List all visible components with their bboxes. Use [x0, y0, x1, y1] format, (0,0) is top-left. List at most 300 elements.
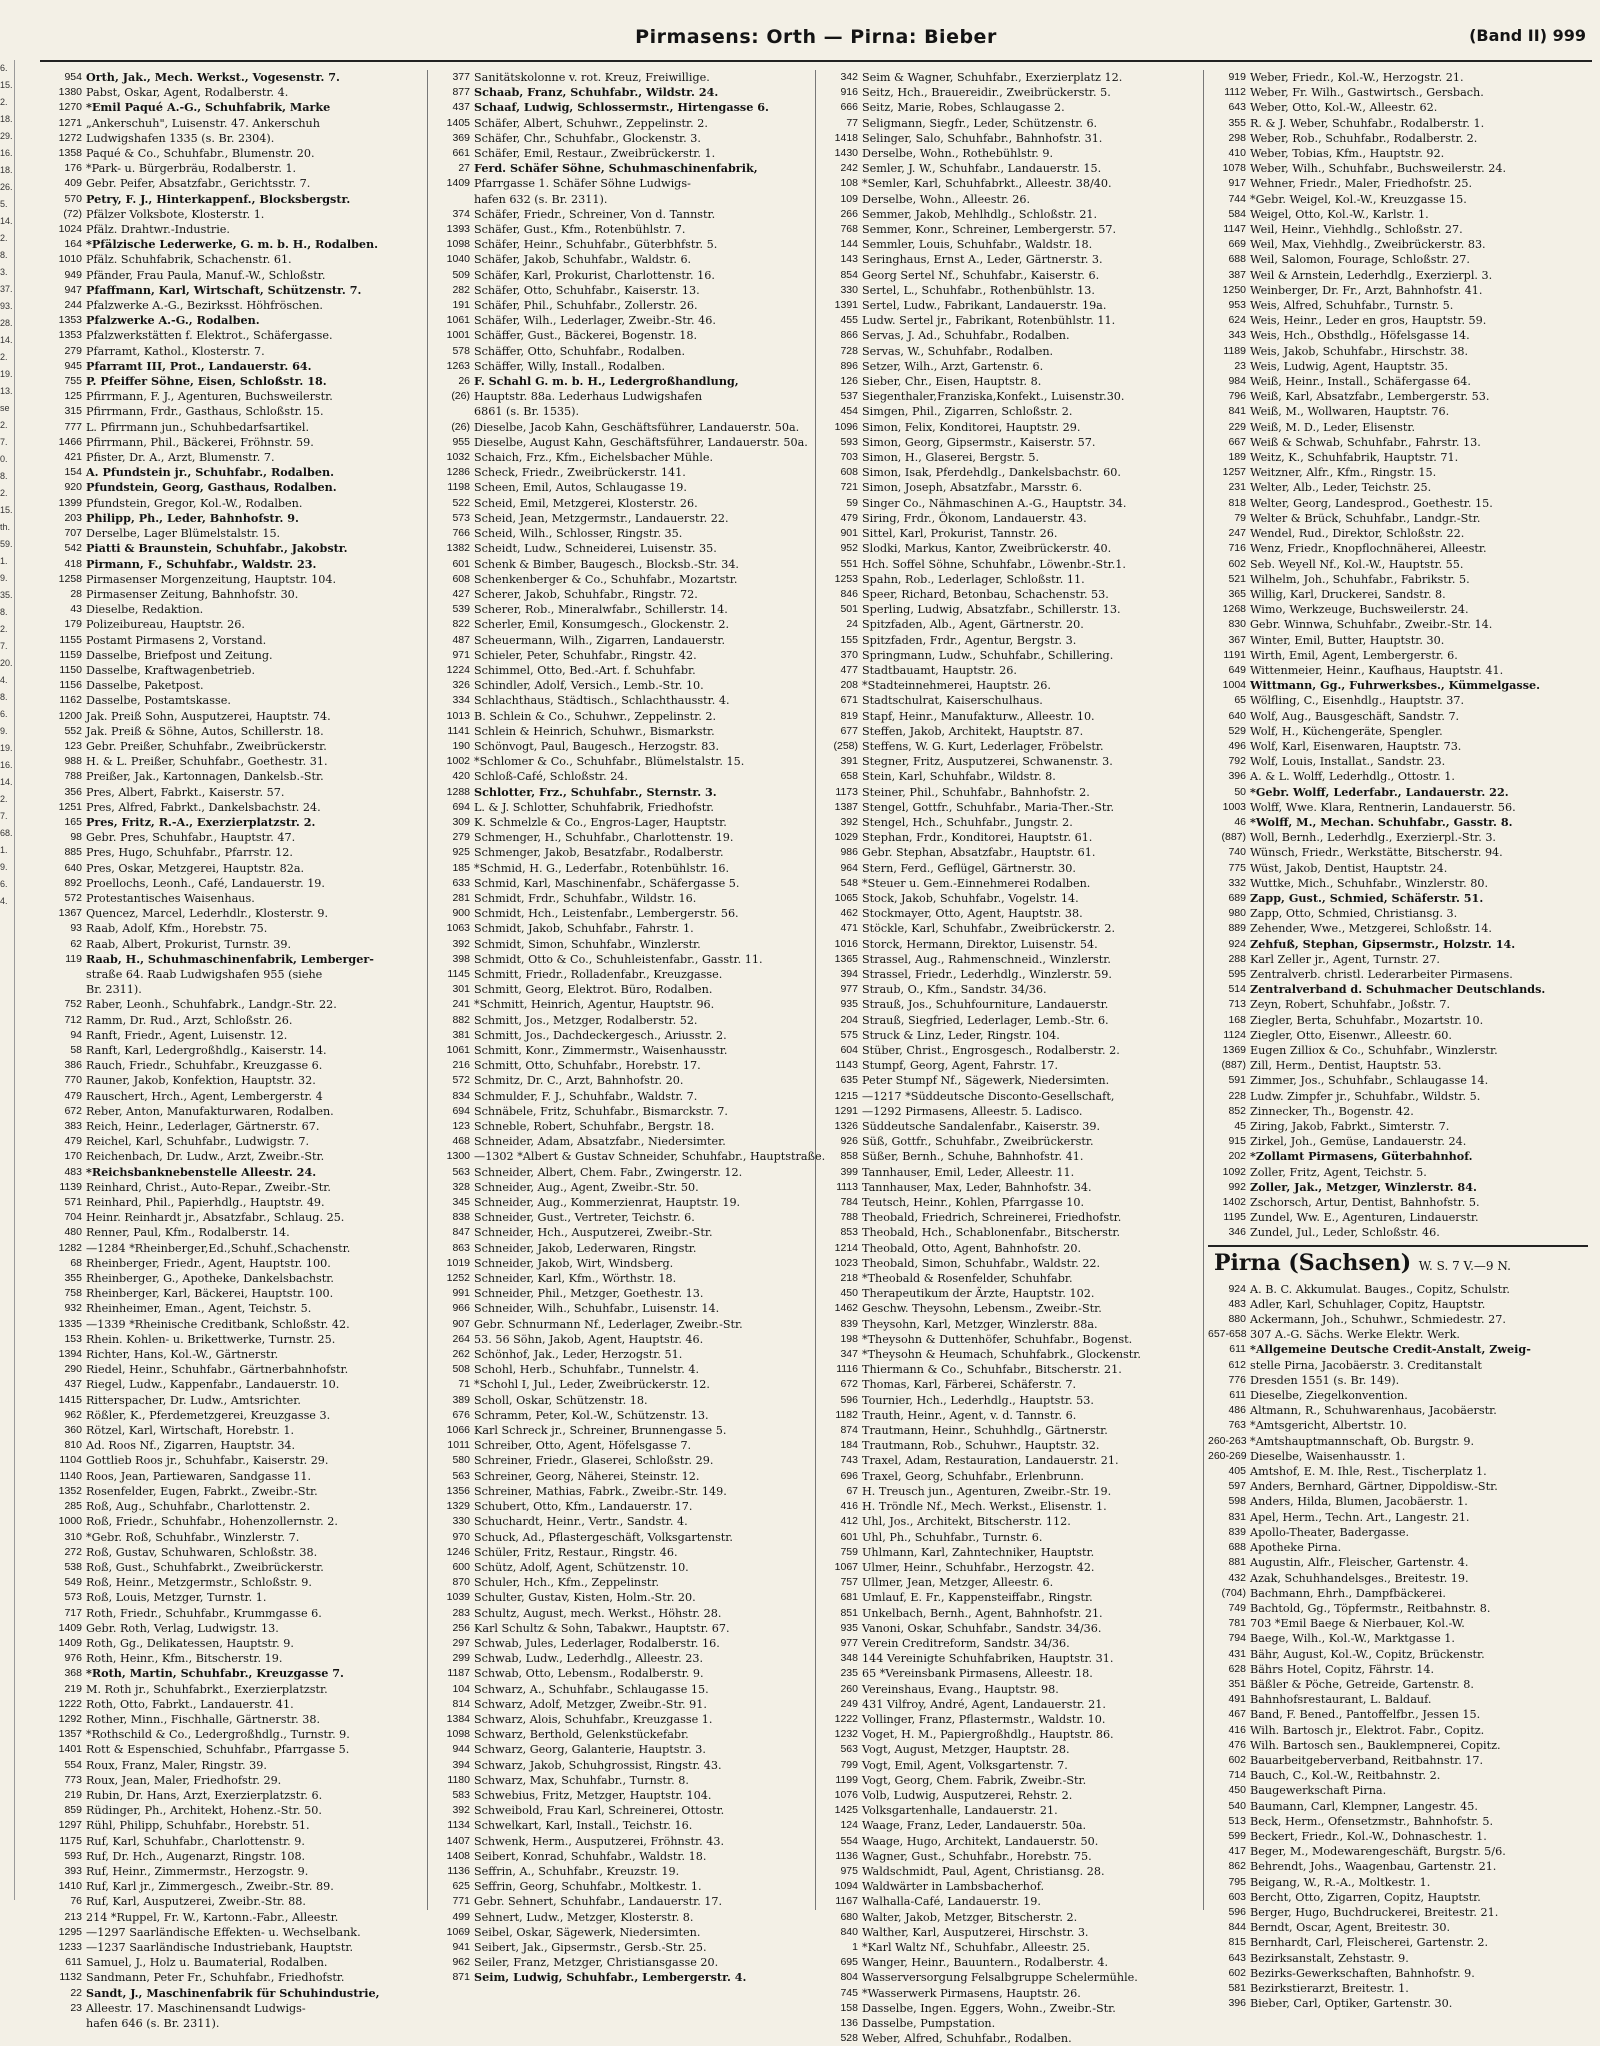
phone-number: 841 — [1228, 405, 1246, 418]
margin-fragment: 19. — [0, 369, 13, 379]
phone-number: 1065 — [834, 891, 858, 904]
phone-number: 1032 — [446, 451, 470, 464]
phone-number: 1356 — [446, 1484, 470, 1497]
entry-text: *Park- u. Bürgerbräu, Rodalberstr. 1. — [86, 162, 297, 176]
entry-text: Wölfling, C., Eisenhdlg., Hauptstr. 37. — [1250, 694, 1465, 708]
directory-entry — [44, 1879, 423, 1894]
directory-entry — [44, 313, 423, 328]
phone-number: 602 — [1228, 1966, 1246, 1979]
entry-text: Schmitt, Friedr., Rolladenfabr., Kreuzgasse. — [474, 967, 723, 981]
directory-entry — [44, 830, 423, 845]
entry-text: Simon, Joseph, Absatzfabr., Marsstr. 6. — [862, 481, 1083, 495]
entry-text: Verein Creditreform, Sandstr. 34/36. — [862, 1636, 1070, 1650]
phone-number: 571 — [64, 1196, 82, 1209]
phone-number: 640 — [1228, 709, 1246, 722]
directory-entry — [1208, 617, 1588, 632]
directory-entry — [432, 1286, 811, 1301]
entry-text: Schmitz, Dr. C., Arzt, Bahnhofstr. 20. — [474, 1074, 684, 1088]
phone-number: 763 — [1228, 1419, 1246, 1432]
entry-text: Schmenger, Jakob, Besatzfabr., Rodalberstr. — [474, 846, 724, 860]
phone-number: 281 — [452, 891, 470, 904]
directory-entry — [432, 237, 811, 252]
entry-text: Pres, Hugo, Schuhfabr., Pfarrstr. 12. — [86, 846, 293, 860]
entry-text: —1217 *Süddeutsche Disconto-Gesellschaft, — [862, 1089, 1115, 1103]
phone-number: 155 — [840, 633, 858, 646]
directory-entry — [44, 1180, 423, 1195]
margin-fragment: 14. — [0, 216, 13, 226]
directory-entry — [1208, 693, 1588, 708]
directory-entry — [432, 1225, 811, 1240]
entry-text: Zill, Herm., Dentist, Hauptstr. 53. — [1250, 1059, 1442, 1073]
entry-text: *Roth, Martin, Schuhfabr., Kreuzgasse 7. — [86, 1666, 344, 1681]
entry-text: A. & L. Wolff, Lederhdlg., Ottostr. 1. — [1250, 770, 1455, 784]
entry-text: Bauarbeitgeberverband, Reitbahnstr. 17. — [1250, 1753, 1484, 1767]
entry-text: Bäßler & Pöche, Getreide, Gartenstr. 8. — [1250, 1677, 1474, 1691]
phone-number: 768 — [840, 223, 858, 236]
directory-entry — [44, 1560, 423, 1575]
phone-number: 853 — [840, 1226, 858, 1239]
directory-entry — [432, 1834, 811, 1849]
entry-text: Scheuermann, Wilh., Zigarren, Landauerstr. — [474, 633, 726, 647]
entry-text: *Theobald & Rosenfelder, Schuhfabr. — [862, 1272, 1073, 1286]
entry-text: Schneider, Jakob, Wirt, Windsberg. — [474, 1256, 674, 1270]
entry-text: Roth, Otto, Fabrkt., Landauerstr. 41. — [86, 1697, 294, 1711]
directory-entry — [44, 359, 423, 374]
entry-text: Gebr. Sehnert, Schuhfabr., Landauerstr. 17. — [474, 1895, 723, 1909]
directory-entry — [1208, 85, 1588, 100]
phone-number: 387 — [1228, 268, 1246, 281]
phone-number: 347 — [840, 1348, 858, 1361]
directory-entry — [44, 1940, 423, 1955]
phone-number: 450 — [1228, 1784, 1246, 1797]
phone-number: 689 — [1228, 891, 1246, 904]
phone-number: 1134 — [447, 1819, 470, 1832]
phone-number: 1232 — [834, 1728, 858, 1741]
entry-text: *Emil Paqué A.-G., Schuhfabrik, Marke — [86, 100, 331, 115]
directory-entry — [1208, 465, 1588, 480]
phone-number: 728 — [840, 344, 858, 357]
directory-entry — [1208, 1662, 1588, 1677]
directory-entry — [432, 1499, 811, 1514]
directory-entry — [820, 465, 1199, 480]
phone-number: 1387 — [834, 800, 858, 813]
entry-text: Schmidt, Hch., Leistenfabr., Lembergerstr. 56. — [474, 907, 739, 921]
entry-text: Schüler, Fritz, Restaur., Ringstr. 46. — [474, 1545, 678, 1559]
phone-number: 776 — [1228, 1373, 1246, 1386]
entry-text: Weis, Jakob, Schuhfabr., Hirschstr. 38. — [1250, 344, 1469, 358]
directory-entry — [1208, 800, 1588, 815]
phone-number: 1214 — [834, 1241, 858, 1254]
entry-text: Wagner, Gust., Schuhfabr., Horebstr. 75. — [862, 1849, 1092, 1863]
entry-text: Apollo-Theater, Badergasse. — [1250, 1525, 1410, 1539]
directory-entry — [1208, 1434, 1588, 1449]
phone-number: 393 — [64, 1864, 82, 1877]
directory-entry — [432, 830, 811, 845]
entry-text: Strassel, Aug., Rahmenschneid., Winzlerstr. — [862, 952, 1111, 966]
entry-text: Wendel, Rud., Direktor, Schloßstr. 22. — [1250, 527, 1465, 541]
directory-entry — [1208, 1996, 1588, 2011]
directory-entry — [820, 404, 1199, 419]
entry-text: Petry, F. J., Hinterkappenf., Blocksbergstr. — [86, 191, 351, 206]
entry-text: Rhein. Kohlen- u. Brikettwerke, Turnstr. 25. — [86, 1332, 336, 1346]
phone-number: 599 — [1228, 1829, 1246, 1842]
entry-text: Dasselbe, Ingen. Eggers, Wohn., Zweibr.-Str. — [862, 2001, 1116, 2015]
directory-entry — [44, 1423, 423, 1438]
phone-number: 198 — [840, 1332, 858, 1345]
phone-number: 672 — [64, 1104, 82, 1117]
directory-entry — [820, 785, 1199, 800]
entry-text: Ziegler, Otto, Eisenwr., Alleestr. 60. — [1250, 1028, 1452, 1042]
entry-text: Pfarramt III, Prot., Landauerstr. 64. — [86, 358, 312, 373]
directory-entry — [820, 1758, 1199, 1773]
entry-text: Gebr. Winnwa, Schuhfabr., Zweibr.-Str. 14. — [1250, 618, 1493, 632]
entry-text: Sertel, L., Schuhfabr., Rothenbühlstr. 13. — [862, 283, 1095, 297]
margin-fragment: 0. — [0, 454, 8, 464]
entry-text: Schneider, Hch., Ausputzerei, Zweibr.-Str. — [474, 1226, 713, 1240]
entry-text: *Pfälzische Lederwerke, G. m. b. H., Rodalben. — [86, 237, 379, 252]
phone-number: 1252 — [446, 1272, 470, 1285]
entry-text: Welter, Alb., Leder, Teichstr. 25. — [1250, 481, 1432, 495]
phone-number: 315 — [64, 405, 82, 418]
entry-text: Quencez, Marcel, Lederhdlr., Klosterstr. 9. — [86, 907, 329, 921]
entry-text: Rötzel, Karl, Wirtschaft, Horebstr. 1. — [86, 1424, 295, 1438]
phone-number: 165 — [64, 815, 82, 828]
directory-entry — [44, 633, 423, 648]
phone-number: 471 — [840, 922, 858, 935]
directory-entry — [432, 1362, 811, 1377]
directory-entry — [432, 1241, 811, 1256]
entry-text: Philipp, Ph., Leder, Bahnhofstr. 9. — [86, 510, 299, 525]
entry-text: Zundel, Jul., Leder, Schloßstr. 46. — [1250, 1226, 1440, 1240]
directory-entry — [820, 678, 1199, 693]
phone-number: 600 — [452, 1560, 470, 1573]
directory-entry — [432, 724, 811, 739]
directory-entry — [432, 1621, 811, 1636]
directory-entry — [820, 906, 1199, 921]
phone-number: 189 — [1228, 451, 1246, 464]
phone-number: 1182 — [835, 1408, 858, 1421]
entry-text: Wolf, H., Küchengeräte, Spengler. — [1250, 724, 1443, 738]
phone-number: 745 — [840, 1986, 858, 1999]
phone-number: 583 — [452, 1788, 470, 1801]
entry-text: Schnäbele, Fritz, Schuhfabr., Bismarckstr. 7. — [474, 1104, 728, 1118]
phone-number: 926 — [840, 1135, 858, 1148]
directory-entry — [820, 283, 1199, 298]
phone-number: 367 — [1228, 633, 1246, 646]
directory-entry — [432, 815, 811, 830]
directory-entry — [1208, 1388, 1588, 1403]
phone-number: 191 — [452, 299, 470, 312]
margin-fragment: 2. — [0, 233, 8, 243]
phone-number: 328 — [452, 1180, 470, 1193]
directory-entry — [1208, 435, 1588, 450]
phone-number: 179 — [64, 618, 82, 631]
directory-entry — [44, 982, 423, 997]
entry-text: Semmler, Louis, Schuhfabr., Waldstr. 18. — [862, 238, 1093, 252]
phone-number: 272 — [64, 1545, 82, 1558]
entry-text: Berndt, Oscar, Agent, Breitestr. 30. — [1250, 1921, 1451, 1935]
directory-entry — [432, 1028, 811, 1043]
phone-number: 766 — [452, 527, 470, 540]
entry-text: Weil, Max, Viehhdlg., Zweibrückerstr. 83. — [1250, 238, 1486, 252]
entry-text: 6861 (s. Br. 1535). — [474, 405, 580, 419]
directory-entry — [432, 1043, 811, 1058]
entry-text: Selinger, Salo, Schuhfabr., Bahnhofstr. 31. — [862, 131, 1103, 145]
entry-text: Stengel, Hch., Schuhfabr., Jungstr. 2. — [862, 815, 1073, 829]
entry-text: Wilh. Bartosch sen., Bauklempnerei, Copitz. — [1250, 1738, 1501, 1752]
phone-number: 713 — [1228, 998, 1246, 1011]
directory-entry — [1208, 1464, 1588, 1479]
phone-number: 1369 — [1222, 1044, 1246, 1056]
entry-text: Derselbe, Wohn., Alleestr. 26. — [862, 192, 1031, 206]
directory-entry — [820, 1499, 1199, 1514]
phone-number: 528 — [840, 2032, 858, 2045]
directory-entry — [44, 1773, 423, 1788]
directory-entry — [432, 389, 811, 404]
phone-number: 416 — [840, 1500, 858, 1513]
phone-number: 1270 — [58, 101, 82, 114]
entry-text: Richter, Hans, Kol.-W., Gärtnerstr. — [86, 1348, 279, 1362]
phone-number: 164 — [64, 238, 82, 251]
directory-entry — [820, 1195, 1199, 1210]
directory-entry — [820, 617, 1199, 632]
phone-number: 262 — [452, 1348, 470, 1361]
phone-number: 1394 — [58, 1348, 82, 1361]
phone-number: 593 — [840, 435, 858, 448]
phone-number: 58 — [70, 1044, 82, 1056]
directory-entry — [432, 997, 811, 1012]
directory-entry — [44, 1089, 423, 1104]
entry-text: Schohl, Herb., Schuhfabr., Tunnelstr. 4. — [474, 1363, 700, 1377]
entry-text: P. Pfeiffer Söhne, Eisen, Schloßstr. 18. — [86, 374, 327, 389]
entry-text: Tannhauser, Max, Leder, Bahnhofstr. 34. — [862, 1180, 1092, 1194]
phone-number: 218 — [840, 1272, 858, 1285]
phone-number: 1300 — [446, 1150, 470, 1163]
phone-number: 437 — [64, 1378, 82, 1391]
directory-entry — [820, 967, 1199, 982]
phone-number: 971 — [452, 648, 470, 661]
directory-entry — [1208, 648, 1588, 663]
phone-number: 611 — [1229, 1389, 1246, 1402]
entry-text: Zimmer, Jos., Schuhfabr., Schlaugasse 14. — [1250, 1074, 1489, 1088]
directory-entry — [1208, 344, 1588, 359]
phone-number: 862 — [1228, 1860, 1246, 1873]
phone-number: 1078 — [1222, 162, 1246, 175]
directory-entry — [44, 724, 423, 739]
entry-text: Simon, Felix, Konditorei, Hauptstr. 29. — [862, 420, 1081, 434]
directory-entry — [432, 557, 811, 572]
entry-text: Stern, Ferd., Geflügel, Gärtnerstr. 30. — [862, 861, 1076, 875]
entry-text: Augustin, Alfr., Fleischer, Gartenstr. 4. — [1250, 1556, 1469, 1570]
directory-entry — [44, 1864, 423, 1879]
directory-entry — [44, 1590, 423, 1605]
entry-text: Simon, H., Glaserei, Bergstr. 5. — [862, 451, 1040, 465]
phone-number: 1353 — [58, 314, 82, 327]
directory-entry — [820, 237, 1199, 252]
margin-fragment: 9. — [0, 862, 8, 872]
entry-text: *Theysohn & Heumach, Schuhfabrk., Glockenstr. — [862, 1348, 1141, 1362]
entry-text: Sehnert, Ludw., Metzger, Klosterstr. 8. — [474, 1910, 694, 1924]
phone-number: 889 — [1228, 922, 1246, 935]
directory-entry — [44, 404, 423, 419]
entry-text: Scherler, Emil, Konsumgesch., Glockenstr. 2. — [474, 618, 730, 632]
entry-text: Reinhard, Christ., Auto-Repar., Zweibr.-Str. — [86, 1180, 331, 1194]
margin-fragment: 35. — [0, 590, 13, 600]
phone-number: 264 — [452, 1332, 470, 1345]
directory-entry — [1208, 1890, 1588, 1905]
phone-number: 480 — [64, 1226, 82, 1239]
entry-text: Anders, Bernhard, Gärtner, Dippoldisw.-Str. — [1250, 1480, 1498, 1494]
entry-text: Schäfer, Friedr., Schreiner, Von d. Tannstr. — [474, 207, 716, 221]
entry-text: Zirkel, Joh., Gemüse, Landauerstr. 24. — [1250, 1135, 1467, 1149]
entry-text: Schieler, Peter, Schuhfabr., Ringstr. 42. — [474, 648, 697, 662]
entry-text: Zehender, Wwe., Metzgerei, Schloßstr. 14. — [1250, 922, 1492, 936]
phone-number: 467 — [1228, 1708, 1246, 1721]
phone-number: 190 — [452, 739, 470, 752]
directory-entry — [432, 861, 811, 876]
directory-entry — [432, 435, 811, 450]
entry-text: Sanitätskolonne v. rot. Kreuz, Freiwillige. — [474, 71, 710, 84]
directory-entry — [1208, 1631, 1588, 1646]
entry-text: Stengel, Gottfr., Schuhfabr., Maria-Ther.-Str. — [862, 800, 1115, 814]
entry-text: Weitzner, Alfr., Kfm., Ringstr. 15. — [1250, 466, 1437, 480]
entry-text: Wüst, Jakob, Dentist, Hauptstr. 24. — [1250, 861, 1448, 875]
entry-text: Ad. Roos Nf., Zigarren, Hauptstr. 34. — [86, 1439, 296, 1453]
directory-entry — [820, 1560, 1199, 1575]
entry-text: Pfarrgasse 1. Schäfer Söhne Ludwigs- — [474, 177, 691, 191]
entry-text: Ramm, Dr. Rud., Arzt, Schloßstr. 26. — [86, 1013, 293, 1027]
entry-text: Weiß, M., Wollwaren, Hauptstr. 76. — [1250, 405, 1450, 419]
phone-number: 548 — [840, 876, 858, 889]
phone-number: 1023 — [834, 1256, 858, 1269]
entry-text: Derselbe, Wohn., Rothebühlstr. 9. — [862, 147, 1054, 161]
phone-number: 542 — [64, 542, 82, 555]
entry-text: Ruf, Karl, Ausputzerei, Zweibr.-Str. 88. — [86, 1895, 306, 1909]
entry-text: Servas, W., Schuhfabr., Rodalben. — [862, 344, 1054, 358]
directory-entry — [44, 1271, 423, 1286]
entry-text: Schindler, Adolf, Versich., Lemb.-Str. 10. — [474, 679, 704, 693]
directory-entry — [44, 754, 423, 769]
directory-entry — [1208, 1571, 1588, 1586]
directory-entry — [44, 298, 423, 313]
directory-entry — [44, 100, 423, 115]
directory-entry — [432, 1408, 811, 1423]
phone-number: 796 — [1228, 390, 1246, 403]
phone-number: 392 — [452, 1804, 470, 1817]
phone-number: 1094 — [834, 1880, 858, 1893]
entry-text: Schwarz, Jakob, Schuhgrossist, Ringstr. 43. — [474, 1758, 722, 1772]
phone-number: 244 — [64, 299, 82, 312]
phone-number: 392 — [840, 815, 858, 828]
directory-entry — [1208, 1829, 1588, 1844]
phone-number: 326 — [452, 679, 470, 692]
phone-number: 1189 — [1223, 344, 1246, 357]
section-heading — [1208, 1245, 1588, 1282]
directory-entry — [432, 1712, 811, 1727]
directory-entry — [820, 1362, 1199, 1377]
phone-number: 819 — [840, 709, 858, 722]
phone-number: 1282 — [58, 1241, 82, 1254]
entry-text: Weiß & Schwab, Schuhfabr., Fahrstr. 13. — [1250, 435, 1481, 449]
entry-text: Weber, Friedr., Kol.-W., Herzogstr. 21. — [1250, 71, 1464, 84]
entry-text: Gottlieb Roos jr., Schuhfabr., Kaiserstr. 29. — [86, 1454, 329, 1468]
entry-text: Ferd. Schäfer Söhne, Schuhmaschinenfabrik, — [474, 161, 758, 176]
entry-text: „Ankerschuh", Luisenstr. 47. Ankerschuh — [86, 116, 320, 130]
entry-text: Schönhof, Jak., Leder, Herzogstr. 51. — [474, 1348, 683, 1362]
directory-entry — [44, 997, 423, 1012]
entry-text: Seringhaus, Ernst A., Leder, Gärtnerstr. 3. — [862, 253, 1103, 267]
entry-text: Wanger, Heinr., Bauuntern., Rodalberstr. 4. — [862, 1956, 1109, 1970]
entry-text: Schäfer, Jakob, Schuhfabr., Waldstr. 6. — [474, 253, 692, 267]
phone-number: 1004 — [1222, 679, 1246, 692]
phone-number: 1405 — [446, 116, 470, 129]
phone-number: 45 — [1234, 1120, 1246, 1133]
phone-number: 669 — [1228, 238, 1246, 251]
directory-entry — [820, 693, 1199, 708]
entry-text: Woll, Bernh., Lederhdlg., Exerzierpl.-Str. 3. — [1250, 831, 1496, 845]
margin-fragment: 7. — [0, 811, 8, 821]
directory-entry — [44, 1028, 423, 1043]
phone-number: 417 — [1228, 1845, 1246, 1858]
phone-number: 563 — [452, 1165, 470, 1178]
directory-entry — [1208, 678, 1588, 693]
phone-number: 851 — [840, 1606, 858, 1619]
phone-number: 608 — [452, 572, 470, 585]
directory-entry — [820, 861, 1199, 876]
directory-entry — [1208, 1297, 1588, 1312]
entry-text: Band, F. Bened., Pantoffelfbr., Jessen 15. — [1250, 1708, 1481, 1722]
margin-fragment: 8. — [0, 250, 8, 260]
directory-entry — [1208, 313, 1588, 328]
directory-entry — [44, 420, 423, 435]
directory-entry — [820, 435, 1199, 450]
directory-entry — [432, 982, 811, 997]
entry-text: Schmitt, Otto, Schuhfabr., Horebstr. 17. — [474, 1059, 701, 1073]
phone-number: 608 — [840, 466, 858, 479]
entry-text: Vogt, Emil, Agent, Volksgartenstr. 7. — [862, 1758, 1068, 1772]
directory-entry — [1208, 359, 1588, 374]
entry-text: Semmer, Jakob, Mehlhdlg., Schloßstr. 21. — [862, 207, 1098, 221]
phone-number: 1180 — [447, 1773, 470, 1786]
phone-number: (887) — [1221, 831, 1246, 844]
directory-entry — [44, 800, 423, 815]
directory-entry — [1208, 450, 1588, 465]
directory-entry — [1208, 511, 1588, 526]
directory-entry — [44, 1332, 423, 1347]
directory-entry — [44, 1742, 423, 1757]
entry-text: Schäfer, Albert, Schuhwr., Zeppelinstr. 2. — [474, 116, 708, 130]
directory-entry — [1208, 1920, 1588, 1935]
phone-number: 1250 — [1222, 283, 1246, 296]
directory-entry — [432, 1301, 811, 1316]
section-title: Pirna (Sachsen) — [1214, 1249, 1419, 1276]
phone-number: 907 — [452, 1317, 470, 1330]
entry-text: Unkelbach, Bernh., Agent, Bahnhofstr. 21. — [862, 1606, 1103, 1620]
phone-number: 935 — [840, 998, 858, 1011]
phone-number: 22 — [70, 1986, 82, 1999]
phone-number: 396 — [1228, 770, 1246, 783]
directory-entry — [432, 100, 811, 115]
directory-entry — [1208, 207, 1588, 222]
entry-text: Azak, Schuhhandelsges., Breitestr. 19. — [1250, 1571, 1469, 1585]
entry-text: 703 *Emil Baege & Nierbauer, Kol.-W. — [1250, 1617, 1465, 1631]
phone-number: 476 — [1228, 1738, 1246, 1751]
directory-entry — [1208, 572, 1588, 587]
directory-entry — [1208, 557, 1588, 572]
directory-entry — [44, 1043, 423, 1058]
phone-number: 1198 — [447, 481, 470, 494]
entry-text: Rubin, Dr. Hans, Arzt, Exerzierplatzstr. 6. — [86, 1788, 323, 1802]
